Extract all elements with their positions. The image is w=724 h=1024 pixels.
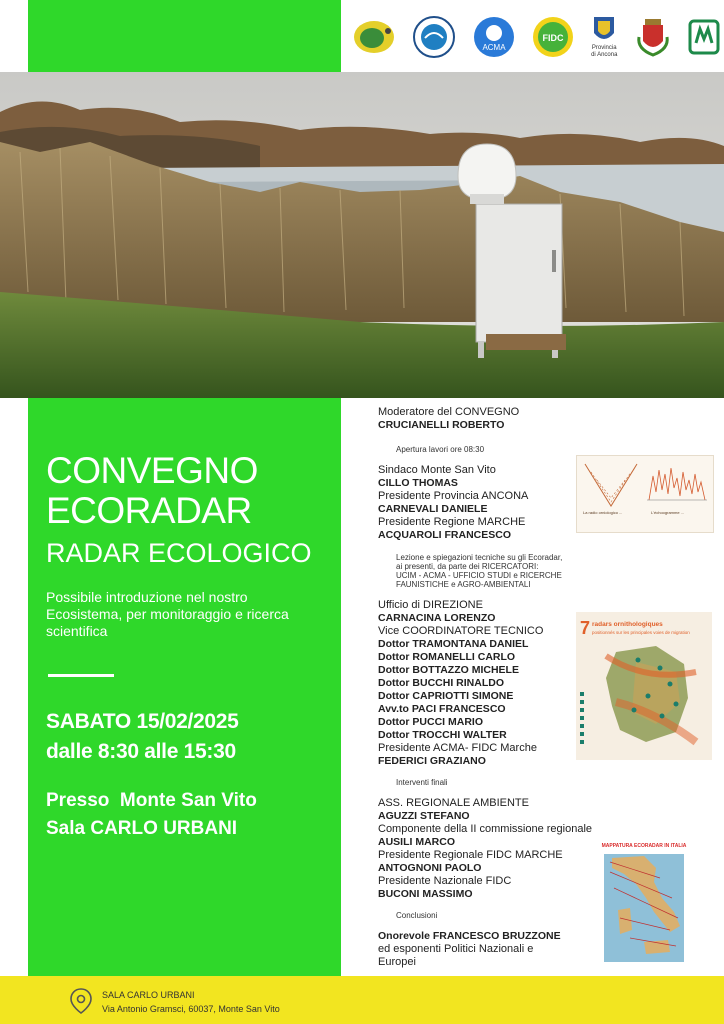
env-role: ASS. REGIONALE AMBIENTE [378,797,529,809]
event-venue-hall: Sala CARLO URBANI [46,818,238,839]
acma-logo-icon [473,16,515,58]
logo-biodiversity [352,17,396,57]
event-venue-city: Presso Monte San Vito [46,790,257,811]
italy-radar-map-image [600,838,688,970]
honorable-line-2: ed esponenti Politici Nazionali e [378,943,534,955]
fidc-logo-icon [532,16,574,58]
acma-role: Presidente ACMA- FIDC Marche [378,742,537,754]
ucim-logo-icon [413,16,455,58]
logo-comune [635,17,671,57]
lessons-line-2: ai presenti, da parte dei RICERCATORI: [396,562,539,571]
logo-ucim [413,16,455,58]
logo-heart [688,19,720,55]
commission-name: AUSILI MARCO [378,836,455,848]
fidc-national-role: Presidente Nazionale FIDC [378,875,512,887]
doctor-name: Dottor CAPRIOTTI SIMONE [378,690,514,702]
logo-fidc [532,16,574,58]
mayor-name: CILLO THOMAS [378,477,458,489]
acma-name: FEDERICI GRAZIANO [378,755,486,767]
mayor-role: Sindaco Monte San Vito [378,464,496,476]
lessons-line-1: Lezione e spiegazioni tecniche su gli Ecoradar, [396,553,563,562]
svg-text:7: 7 [580,618,591,638]
fidc-marche-role: Presidente Regionale FIDC MARCHE [378,849,563,861]
svg-text:La radio orniologico ...: La radio orniologico ... [583,510,623,515]
conclusions-label: Conclusioni [396,911,438,920]
svg-text:positionnés sur les principale: positionnés sur les principales voies de migration [592,630,690,635]
event-description: Possibile introduzione nel nostro Ecosistema, per monitoraggio e ricerca scientifica [46,589,289,639]
doctor-name: Dottor TRAMONTANA DANIEL [378,638,529,650]
svg-text:L'échoogramme ...: L'échoogramme ... [651,510,685,515]
event-date: SABATO 15/02/2025 [46,710,239,733]
moderator-role: Moderatore del CONVEGNO [378,406,520,418]
radar-diagram-image [576,455,714,533]
logo-acma [473,16,515,58]
direction-role: Ufficio di DIREZIONE [378,599,483,611]
doctor-name: Avv.to PACI FRANCESCO [378,703,506,715]
italy-map-graphic [600,838,688,970]
province-role: Presidente Provincia ANCONA [378,490,529,502]
direction-name: CARNACINA LORENZO [378,612,496,624]
france-map-graphic [576,612,712,760]
doctor-name: Dottor BUCCHI RINALDO [378,677,504,689]
title-line-1: CONVEGNO [46,450,258,491]
region-name: ACQUAROLI FRANCESCO [378,529,511,541]
env-name: AGUZZI STEFANO [378,810,470,822]
lessons-line-3: UCIM - ACMA - UFFICIO STUDI e RICERCHE [396,571,562,580]
svg-text:radars ornithologiques: radars ornithologiques [592,621,663,628]
sponsor-logos [352,12,720,62]
doctor-name: Dottor PUCCI MARIO [378,716,483,728]
comune-crest-icon [635,17,671,57]
event-time: dalle 8:30 alle 15:30 [46,740,236,763]
opening-time: Apertura lavori ore 08:30 [396,445,485,454]
svg-text:MAPPATURA ECORADAR IN ITALIA: MAPPATURA ECORADAR IN ITALIA [601,843,687,849]
honorable-name: Onorevole FRANCESCO BRUZZONE [378,930,561,942]
moderator-name: CRUCIANELLI ROBERTO [378,419,505,431]
provincia-label: Provincia di Ancona [591,45,618,58]
location-pin-icon [70,988,92,1014]
province-name: CARNEVALI DANIELE [378,503,488,515]
footer-bar [0,976,724,1024]
provincia-shield-icon [592,15,616,45]
region-role: Presidente Regione MARCHE [378,516,526,528]
honorable-line-3: Europei [378,956,416,968]
title-line-2: ECORADAR [46,490,252,531]
fidc-national-name: BUCONI MASSIMO [378,888,473,900]
event-subtitle: RADAR ECOLOGICO [46,538,312,568]
hero-photo-radar [0,72,724,398]
doctor-name: Dottor TROCCHI WALTER [378,729,507,741]
final-interventions-label: Interventi finali [396,778,448,787]
svg-text:ACMA: ACMA [481,43,506,52]
footer-venue-name: SALA CARLO URBANI [102,990,195,1000]
footer-address: Via Antonio Gramsci, 60037, Monte San Vito [102,1004,280,1014]
heart-logo-icon [688,19,720,55]
lessons-line-4: FAUNISTICHE e AGRO-AMBIENTALI [396,580,531,589]
radar-diagram-graphic [577,456,713,532]
event-title [46,451,336,531]
fidc-marche-name: ANTOGNONI PAOLO [378,862,482,874]
white-divider [48,674,114,677]
logo-provincia [591,15,617,59]
france-radar-map-image [576,612,712,760]
svg-text:FIDC: FIDC [542,33,564,43]
vice-coordinator-role: Vice COORDINATORE TECNICO [378,625,544,637]
header-green-block [28,0,341,72]
commission-role: Componente della II commissione regionale [378,823,593,835]
biodiversity-logo-icon [352,17,396,57]
doctor-name: Dottor BOTTAZZO MICHELE [378,664,519,676]
doctor-name: Dottor ROMANELLI CARLO [378,651,516,663]
